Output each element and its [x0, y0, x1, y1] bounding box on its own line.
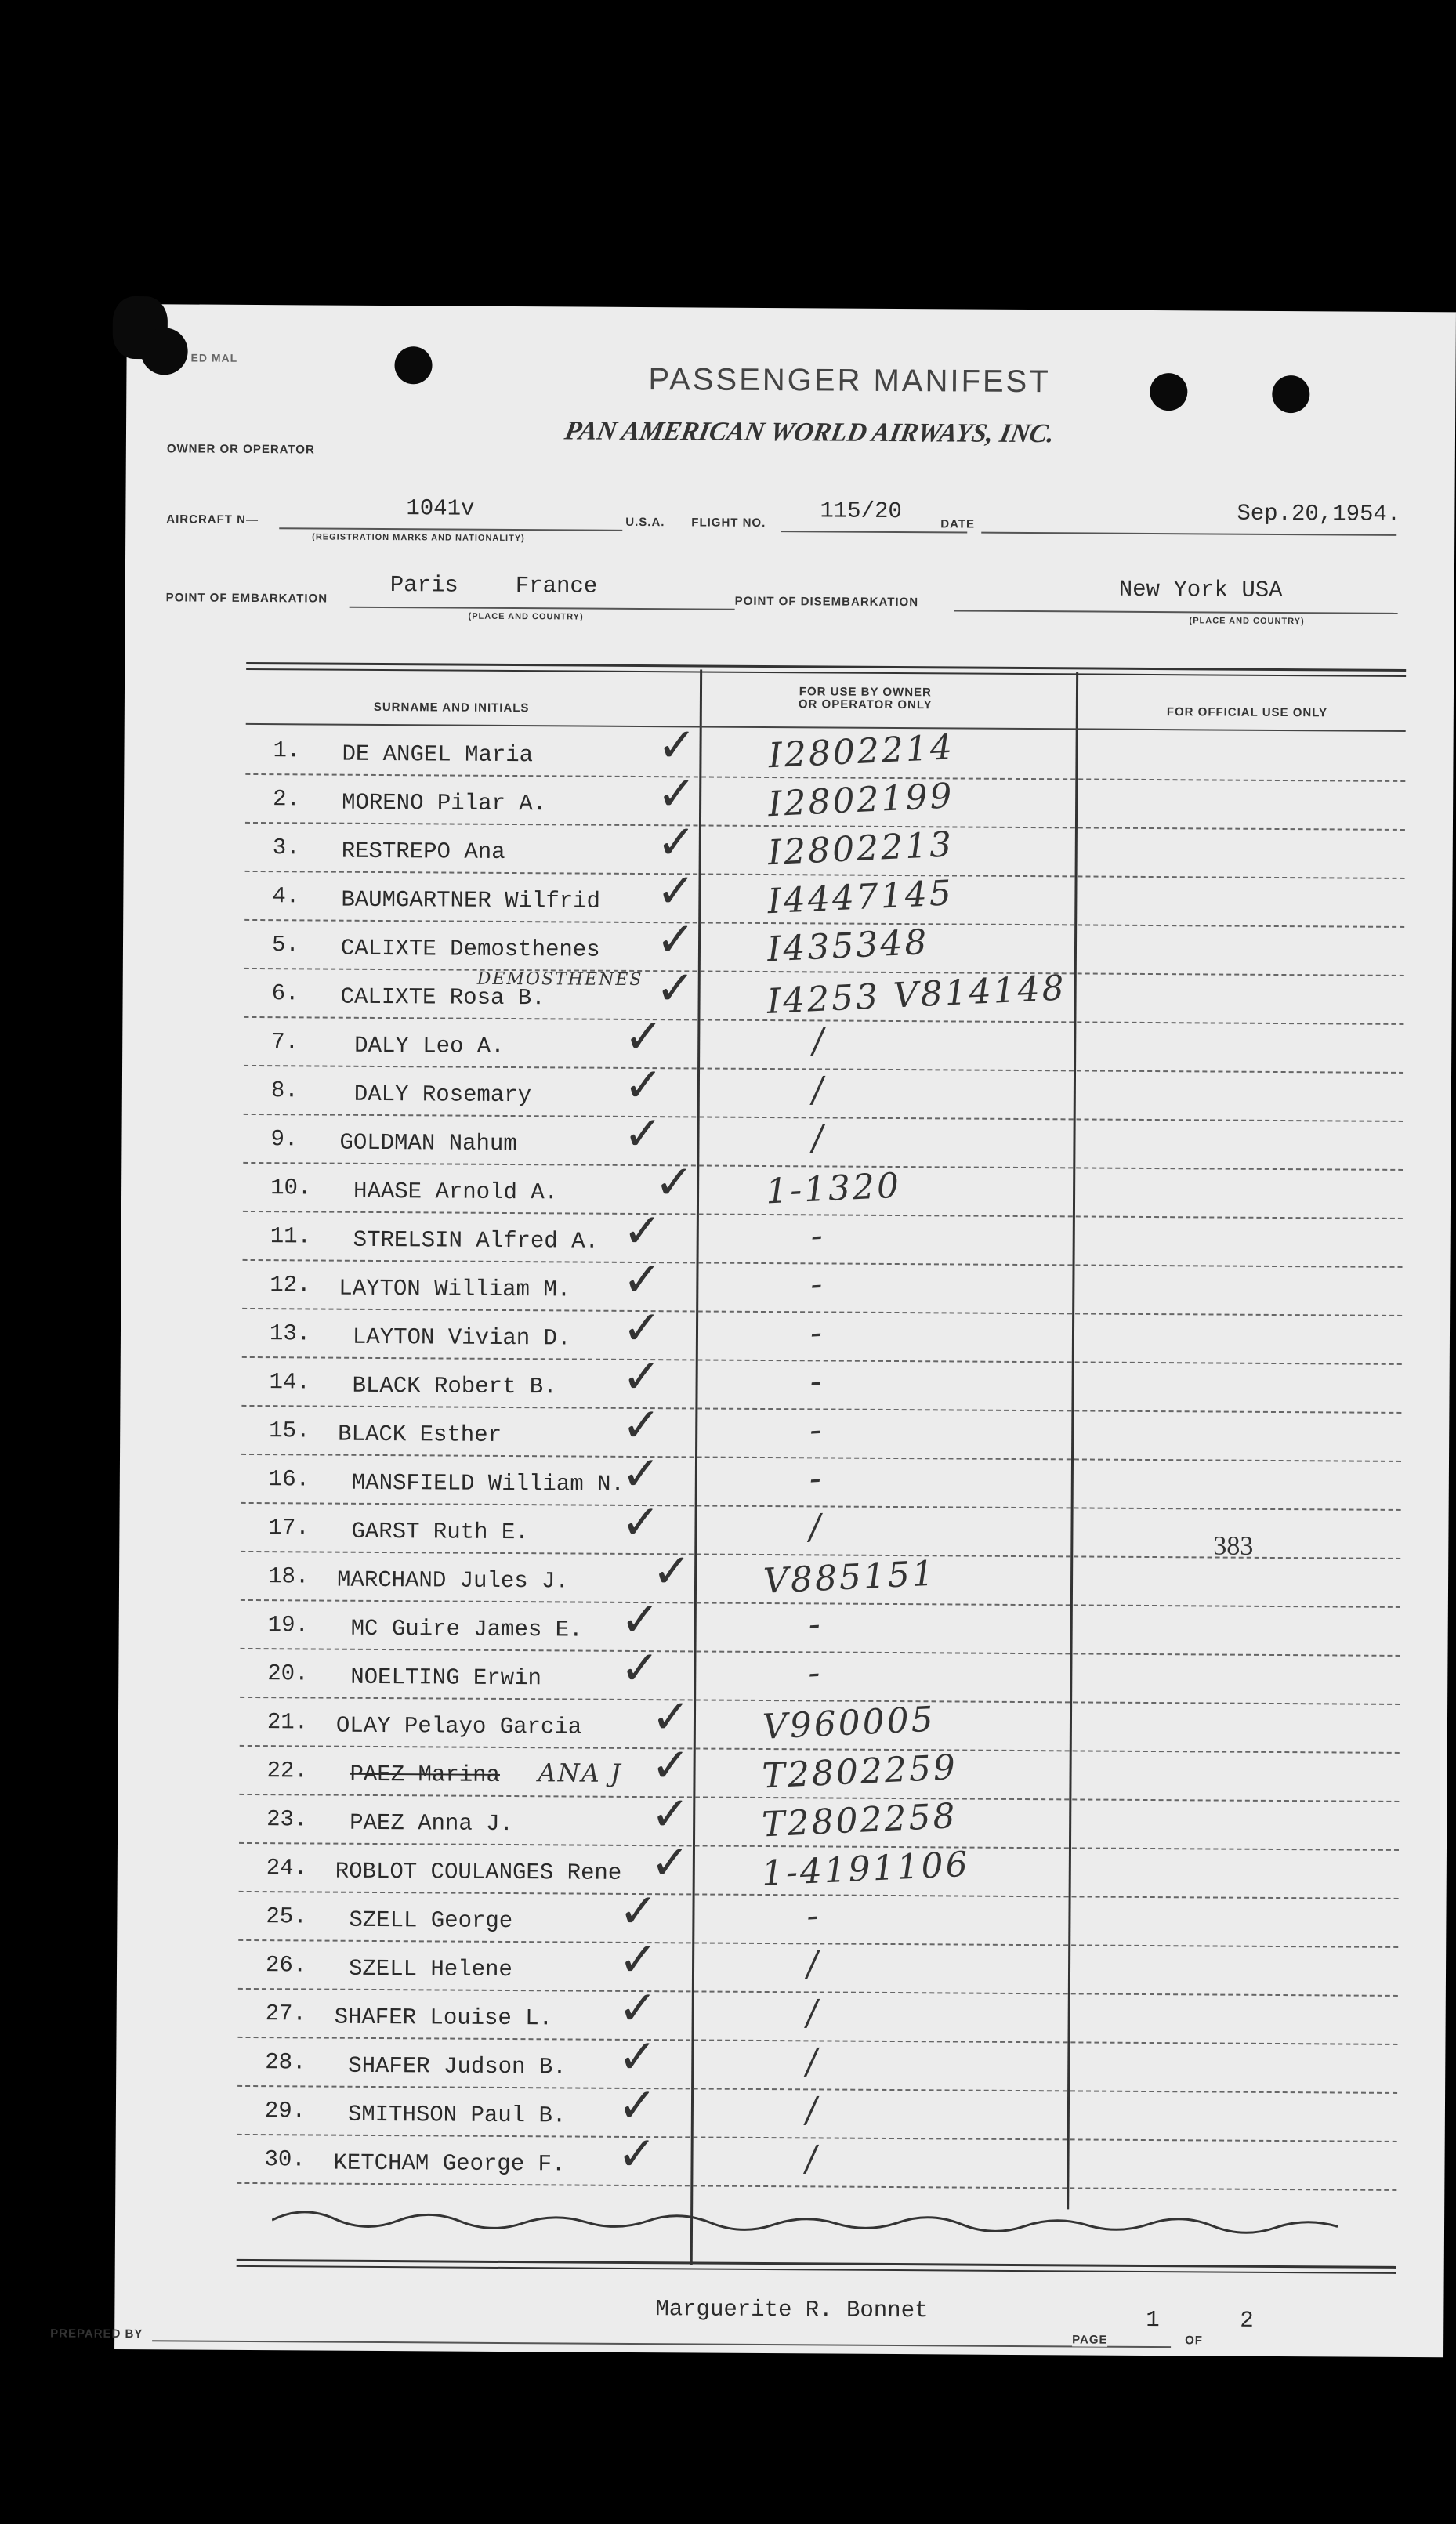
handwritten-document-number: / — [804, 2090, 820, 2131]
stamp-text: ED MAL — [190, 351, 238, 364]
row-number: 19. — [267, 1612, 310, 1639]
checkmark-icon: ✓ — [620, 1592, 661, 1648]
handwritten-document-number: I4447145 — [766, 873, 954, 922]
checkmark-icon: ✓ — [621, 1349, 662, 1405]
passenger-name: MORENO Pilar A. — [342, 789, 547, 817]
passenger-name: PAEZ Anna J. — [350, 1809, 514, 1838]
checkmark-icon: ✓ — [618, 2029, 657, 2085]
handwritten-document-number: I4253 V814148 — [766, 968, 1067, 1022]
row-number: 15. — [269, 1418, 310, 1444]
row-number: 12. — [270, 1272, 311, 1298]
passenger-name: MC Guire James E. — [350, 1615, 583, 1643]
checkmark-icon: ✓ — [621, 1446, 661, 1502]
aircraft-underline — [279, 527, 622, 531]
prepared-by-name: Marguerite R. Bonnet — [655, 2296, 929, 2324]
of-label: OF — [1185, 2334, 1204, 2348]
row-rule — [245, 871, 1405, 879]
passenger-name: SHAFER Judson B. — [348, 2052, 567, 2080]
row-number: 11. — [270, 1223, 312, 1250]
checkmark-icon: ✓ — [622, 1251, 662, 1308]
handwritten-document-number: - — [808, 1458, 824, 1499]
row-number: 5. — [271, 932, 299, 958]
handwritten-document-number: I2802214 — [767, 727, 955, 777]
embark-country: France — [515, 573, 598, 599]
disembark-underline — [954, 610, 1398, 614]
row-number: 10. — [270, 1175, 312, 1201]
handwritten-document-number: / — [805, 2041, 821, 2082]
page-total: 2 — [1240, 2307, 1254, 2334]
flight-label: FLIGHT NO. — [691, 516, 766, 530]
passenger-name: KETCHAM George F. — [333, 2149, 566, 2178]
handwritten-correction: ANA J — [538, 1758, 622, 1788]
checkmark-icon: ✓ — [618, 1883, 658, 1939]
row-number: 22. — [266, 1758, 308, 1784]
handwritten-document-number: - — [809, 1215, 826, 1256]
row-number: 16. — [268, 1466, 310, 1493]
checkmark-icon: ✓ — [650, 1689, 691, 1745]
date-underline — [981, 532, 1396, 536]
row-number: 14. — [269, 1369, 310, 1396]
checkmark-icon: ✓ — [617, 2126, 657, 2182]
place-note-left: (PLACE AND COUNTRY) — [468, 611, 584, 622]
passenger-name: BLACK Esther — [338, 1421, 502, 1448]
checkmark-icon: ✓ — [657, 718, 697, 773]
checkmark-icon: ✓ — [622, 1203, 663, 1259]
row-rule — [239, 1794, 1399, 1802]
handwritten-document-number: I435348 — [766, 922, 930, 970]
disembark-label: POINT OF DISEMBARKATION — [734, 594, 919, 610]
passenger-name: MARCHAND Jules J. — [336, 1566, 570, 1595]
page-number: 1 — [1146, 2306, 1160, 2334]
row-number: 20. — [267, 1660, 309, 1687]
passenger-name: MANSFIELD William N. — [351, 1469, 625, 1497]
checkmark-icon: ✓ — [650, 1787, 690, 1842]
checkmark-icon: ✓ — [621, 1397, 661, 1454]
handwritten-correction: DEMOSTHENES — [476, 969, 643, 990]
passenger-name: HAASE Arnold A. — [353, 1178, 559, 1206]
checkmark-icon: ✓ — [650, 1738, 691, 1794]
passenger-name: SMITHSON Paul B. — [347, 2101, 567, 2129]
handwritten-document-number: / — [811, 1021, 828, 1062]
checkmark-icon: ✓ — [655, 961, 696, 1016]
passenger-name: SZELL Helene — [348, 1955, 512, 1983]
row-rule — [245, 822, 1405, 831]
aircraft-number: 1041v — [406, 495, 475, 522]
handwritten-document-number: - — [809, 1313, 826, 1353]
row-number: 28. — [265, 2049, 306, 2076]
embark-label: POINT OF EMBARKATION — [165, 591, 328, 606]
row-rule — [244, 968, 1404, 976]
passenger-name: CALIXTE Demosthenes — [340, 935, 600, 963]
passenger-name: GARST Ruth E. — [351, 1518, 529, 1546]
date-label: DATE — [940, 517, 976, 531]
handwritten-document-number: - — [806, 1896, 822, 1936]
handwritten-document-number: - — [809, 1410, 825, 1450]
checkmark-icon: ✓ — [650, 1835, 690, 1891]
handwritten-document-number: 1-4191106 — [760, 1844, 971, 1894]
checkmark-icon: ✓ — [618, 1932, 658, 1988]
page-label: PAGE — [1072, 2333, 1108, 2347]
checkmark-icon: ✓ — [618, 1980, 658, 2037]
row-number: 23. — [266, 1806, 308, 1833]
handwritten-document-number: - — [807, 1653, 824, 1693]
checkmark-icon: ✓ — [624, 1009, 664, 1065]
row-number: 3. — [272, 835, 300, 861]
manifest-sheet — [50, 304, 1456, 2357]
row-number: 2. — [273, 786, 301, 813]
row-number: 1. — [273, 737, 301, 764]
row-number: 8. — [270, 1077, 299, 1104]
checkmark-icon: ✓ — [654, 1155, 694, 1211]
passenger-name: SZELL George — [349, 1907, 513, 1935]
page-title: PASSENGER MANIFEST — [648, 362, 1051, 400]
checkmark-icon: ✓ — [656, 815, 697, 871]
handwritten-document-number: T2802259 — [761, 1747, 958, 1797]
row-number: 18. — [267, 1563, 310, 1590]
row-number: 7. — [271, 1029, 299, 1056]
checkmark-icon: ✓ — [623, 1106, 664, 1162]
handwritten-document-number: / — [805, 1944, 822, 1985]
handwritten-document-number: 1-1320 — [765, 1165, 903, 1212]
passenger-name: RESTREPO Ana — [341, 838, 505, 865]
row-rule — [239, 1842, 1399, 1851]
owner-label: OWNER OR OPERATOR — [166, 442, 315, 457]
passenger-name: BAUMGARTNER Wilfrid — [341, 886, 601, 914]
owner-name: PAN AMERICAN WORLD AIRWAYS, INC. — [562, 416, 1057, 449]
checkmark-icon: ✓ — [617, 2077, 657, 2134]
row-number: 6. — [271, 980, 299, 1007]
handwritten-document-number: V960005 — [761, 1699, 936, 1747]
row-number: 17. — [268, 1515, 310, 1541]
closing-wave — [272, 2204, 1385, 2243]
handwritten-document-number: / — [810, 1118, 827, 1159]
passenger-name: OLAY Pelayo Garcia — [335, 1712, 582, 1740]
prepared-label: PREPARED BY — [50, 2327, 143, 2341]
checkmark-icon: ✓ — [623, 1057, 664, 1114]
passenger-name: CALIXTE Rosa B. — [340, 983, 545, 1012]
checkmark-icon: ✓ — [656, 864, 696, 919]
prepared-underline — [152, 2340, 1171, 2348]
checkmark-icon: ✓ — [656, 766, 697, 822]
handwritten-document-number: I2802213 — [766, 824, 955, 874]
handwritten-document-number: / — [804, 2138, 820, 2179]
handwritten-document-number: - — [807, 1604, 824, 1645]
punch-hole — [140, 328, 187, 375]
row-number: 24. — [266, 1855, 308, 1881]
row-number: 21. — [266, 1709, 309, 1736]
registration-note: (REGISTRATION MARKS AND NATIONALITY) — [312, 532, 525, 544]
header-rule — [246, 723, 1406, 732]
punch-hole — [1150, 373, 1187, 411]
column-divider — [1067, 672, 1078, 2209]
aircraft-label: AIRCRAFT N— — [166, 512, 259, 527]
passenger-name: DALY Rosemary — [353, 1081, 532, 1109]
flight-underline — [781, 531, 967, 533]
row-number: 13. — [269, 1320, 311, 1347]
row-number: 4. — [272, 883, 300, 910]
punch-hole — [394, 346, 432, 384]
passenger-name: PAEZ Marina — [350, 1761, 501, 1788]
usa-label: U.S.A. — [625, 515, 665, 530]
col-header-names: SURNAME AND INITIALS — [373, 700, 530, 715]
handwritten-document-number: - — [809, 1264, 826, 1305]
flight-number: 115/20 — [820, 498, 902, 525]
checkmark-icon: ✓ — [651, 1544, 692, 1599]
col-header-official: FOR OFFICIAL USE ONLY — [1166, 705, 1328, 720]
row-rule — [240, 1745, 1400, 1754]
handwritten-document-number: V885151 — [762, 1553, 937, 1602]
handwritten-document-number: I2802199 — [767, 776, 955, 825]
row-number: 26. — [265, 1952, 307, 1979]
col-header-owner: FOR USE BY OWNER OR OPERATOR ONLY — [798, 685, 933, 712]
checkmark-icon: ✓ — [655, 912, 696, 968]
passenger-name: NOELTING Erwin — [350, 1664, 542, 1692]
place-note-right: (PLACE AND COUNTRY) — [1189, 616, 1305, 627]
row-number: 29. — [264, 2098, 306, 2124]
handwritten-document-number: T2802258 — [761, 1796, 958, 1845]
passenger-name: GOLDMAN Nahum — [339, 1129, 517, 1157]
handwritten-document-number: - — [809, 1361, 825, 1402]
row-rule — [237, 2182, 1396, 2191]
row-number: 9. — [270, 1126, 299, 1153]
row-number: 27. — [265, 2001, 306, 2027]
passenger-name: DE ANGEL Maria — [342, 741, 534, 769]
checkmark-icon: ✓ — [621, 1494, 661, 1551]
passenger-name: DALY Leo A. — [354, 1032, 505, 1059]
passenger-name: ROBLOT COULANGES Rene — [335, 1858, 622, 1886]
passenger-name: BLACK Robert B. — [352, 1372, 557, 1400]
passenger-name: SHAFER Louise L. — [334, 2004, 553, 2032]
passenger-name: LAYTON Vivian D. — [352, 1324, 571, 1352]
passenger-name: LAYTON William M. — [339, 1275, 571, 1303]
checkmark-icon: ✓ — [620, 1640, 660, 1697]
embark-city: Paris — [389, 572, 458, 599]
official-note: 383 — [1213, 1531, 1254, 1561]
disembark-place: New York USA — [1118, 576, 1283, 604]
row-number: 25. — [266, 1903, 307, 1930]
passenger-name: STRELSIN Alfred A. — [353, 1226, 599, 1255]
row-rule — [245, 773, 1405, 782]
row-rule — [240, 1697, 1400, 1705]
flight-date: Sep.20,1954. — [1237, 500, 1401, 527]
punch-hole — [1272, 375, 1309, 413]
checkmark-icon: ✓ — [621, 1300, 662, 1356]
handwritten-document-number: / — [808, 1507, 824, 1548]
embark-underline — [350, 607, 735, 610]
handwritten-document-number: / — [810, 1070, 827, 1110]
handwritten-document-number: / — [805, 1993, 821, 2033]
row-number: 30. — [264, 2146, 306, 2173]
